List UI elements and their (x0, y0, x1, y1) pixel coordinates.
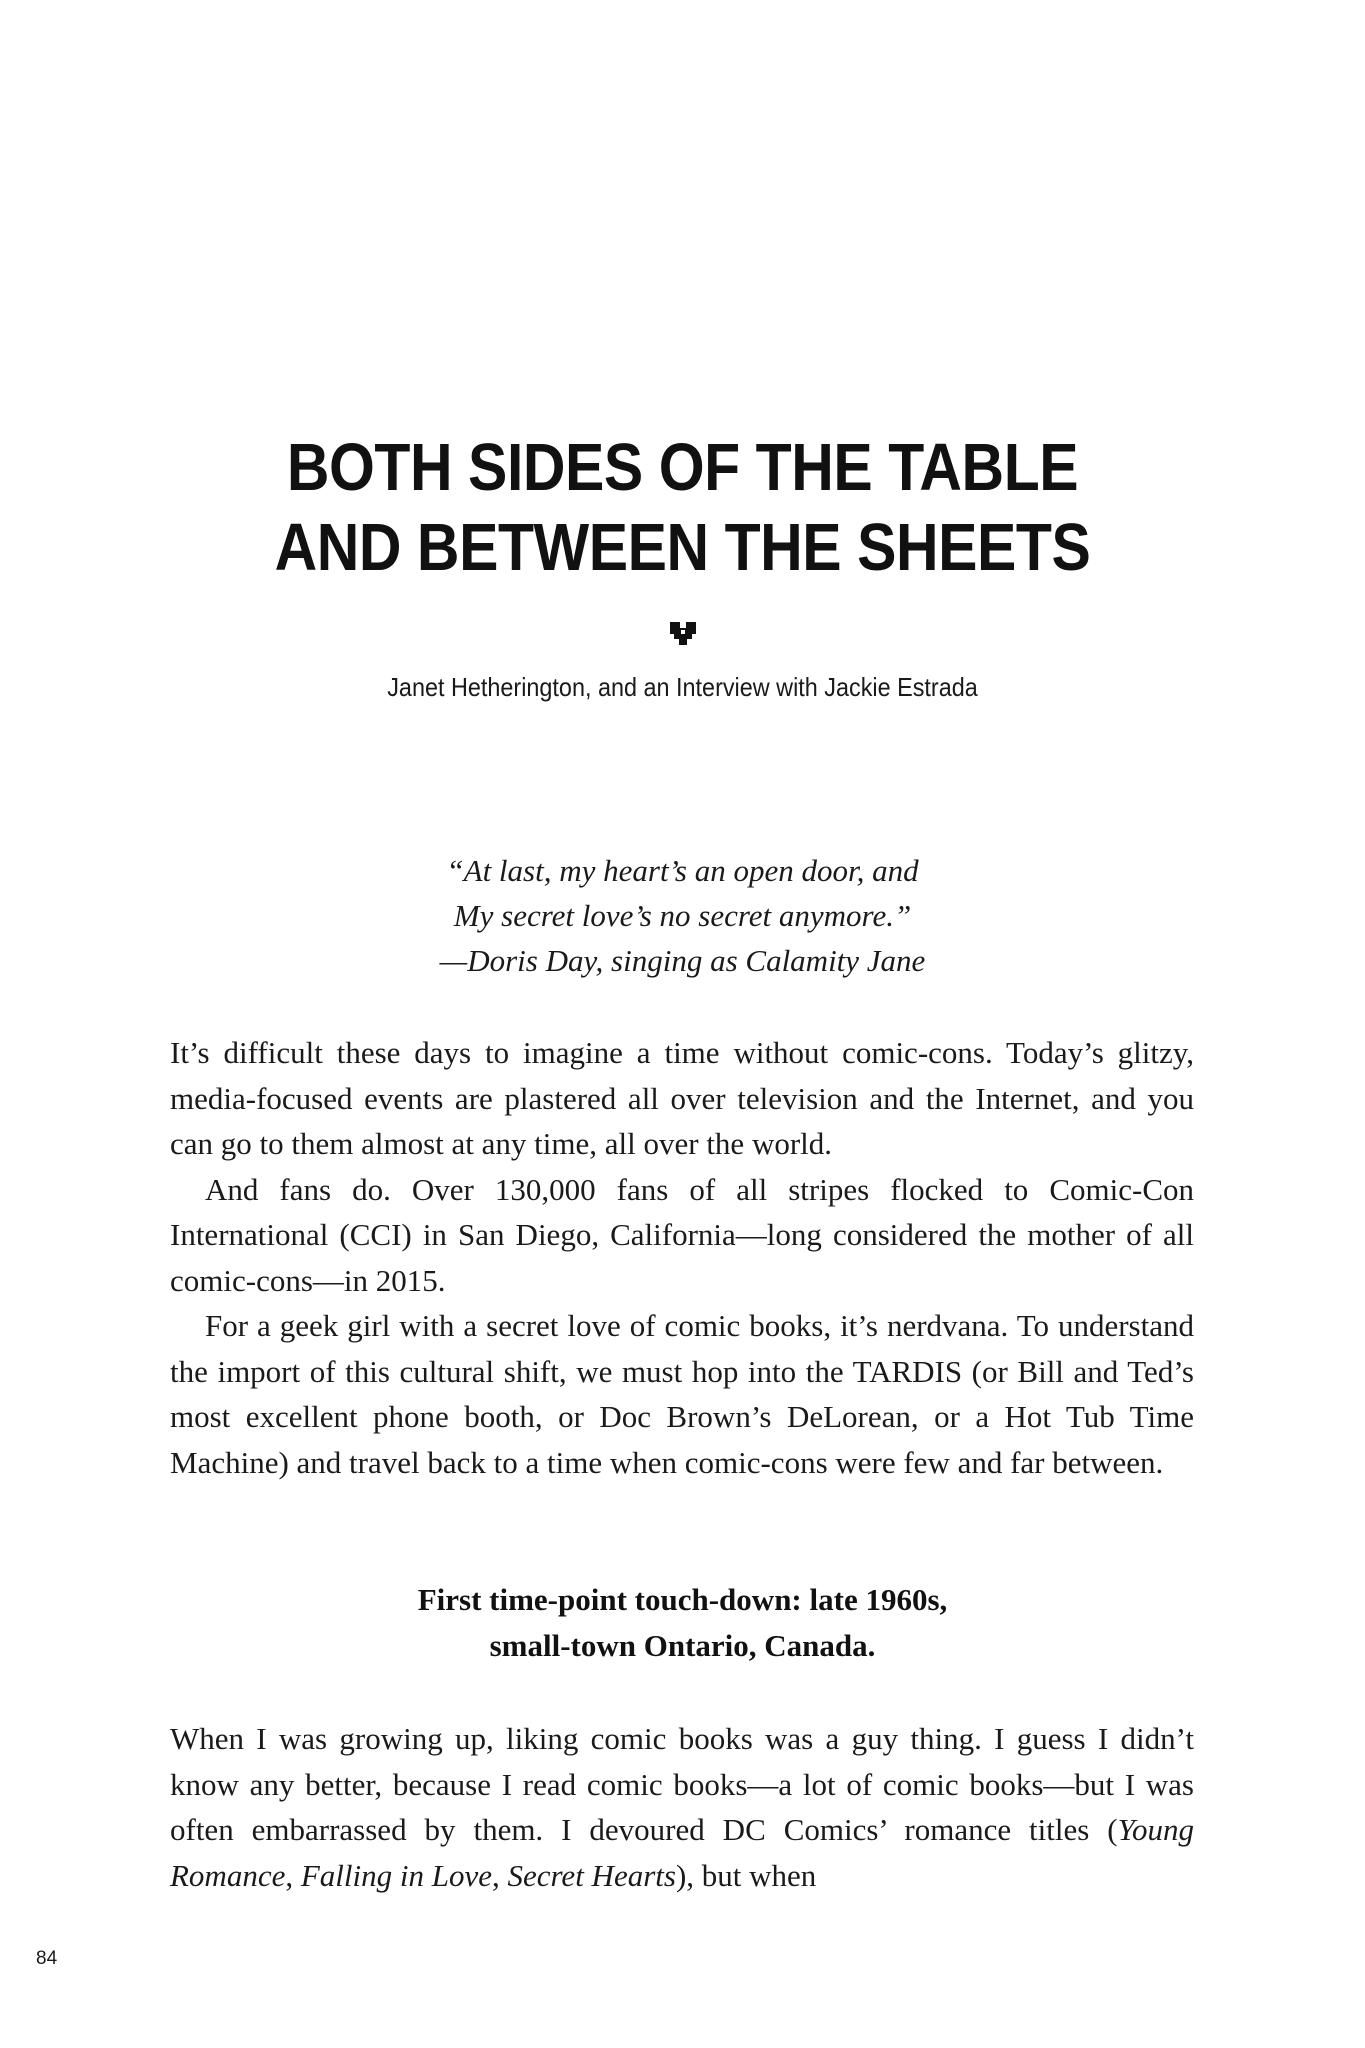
pixel-heart-icon (670, 620, 696, 646)
subheading-line-2: small-town Ontario, Canada. (489, 1628, 876, 1663)
body-paragraph: For a geek girl with a secret love of comic books, it’s nerdvana. To understand the import of this cultural shift, we must hop into the TARDIS (or Bill and Ted’s most excellent phone booth, or Doc Brown’s DeLorean, or a Hot Tub Time Machine) and travel back to a time when comic-cons were few and far between. (170, 1308, 1194, 1480)
epigraph-line-1: “At last, my heart’s an open door, and (446, 853, 919, 888)
epigraph-attribution: —Doris Day, singing as Calamity Jane (439, 943, 926, 978)
epigraph-line-2: My secret love’s no secret anymore.” (453, 898, 912, 933)
comic-title-falling-in-love: Falling in Love (300, 1857, 492, 1893)
separator: , (492, 1857, 508, 1893)
paragraph-text-end: ), but when (675, 1857, 817, 1893)
page-number: 84 (36, 1948, 58, 1969)
paragraph-text: When I was growing up, liking comic books was a guy thing. I guess I didn’t know any better, because I read comic books—a lot of comic books—but I was often embarrassed by them. I devoured DC Comics’ romance titles ( (170, 1721, 1194, 1847)
epigraph (0, 848, 1365, 983)
subheading-line-1: First time-point touch-down: late 1960s, (417, 1582, 948, 1617)
comic-title-young-romance: Young Romance (170, 1812, 1194, 1893)
comic-title-secret-hearts: Secret Hearts (507, 1857, 676, 1893)
chapter-title (82, 428, 1283, 588)
body-paragraph (170, 1716, 1194, 1898)
body-section-1 (170, 1030, 1194, 1485)
body-paragraph: And fans do. Over 130,000 fans of all stripes flocked to Comic-Con International (CCI) in San Diego, California—long considered the mother of all comic-cons—in 2015. (170, 1171, 1194, 1298)
separator: , (285, 1857, 301, 1893)
chapter-title-line-1: BOTH SIDES OF THE TABLE (286, 430, 1079, 505)
body-paragraph: It’s difficult these days to imagine a time without comic-cons. Today’s glitzy, media-focused events are plastered all over television and the Internet, and you can go to them almost at any time, all over the world. (170, 1035, 1194, 1161)
body-section-2 (170, 1716, 1194, 1898)
section-subheading (0, 1577, 1365, 1669)
chapter-title-line-2: AND BETWEEN THE SHEETS (274, 510, 1091, 585)
chapter-author: Janet Hetherington, and an Interview with Jackie Estrada (387, 672, 978, 702)
